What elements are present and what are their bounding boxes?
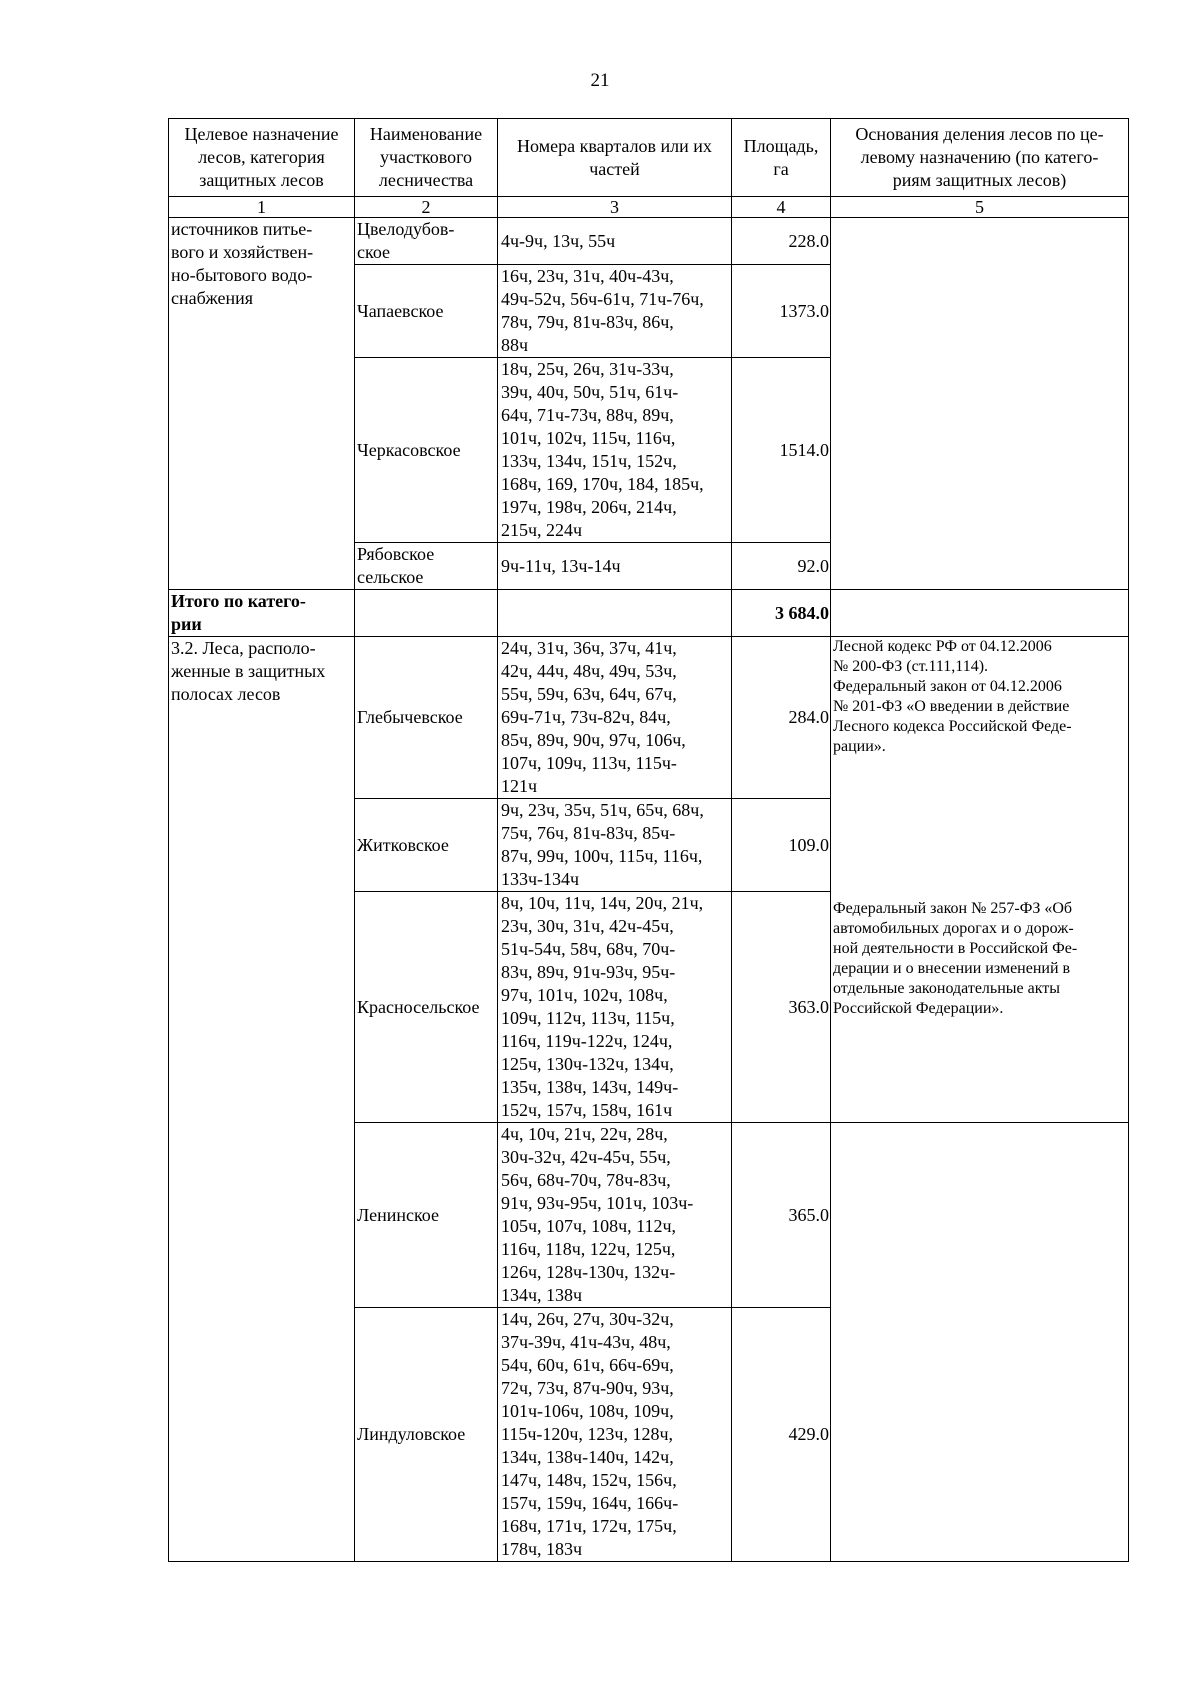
area-cell: 429.0 bbox=[732, 1308, 831, 1562]
total-label: Итого по катего- рии bbox=[169, 590, 355, 637]
header-quarters: Номера кварталов или их частей bbox=[498, 119, 732, 197]
forestry-cell: Линдуловское bbox=[355, 1308, 498, 1562]
quarters-cell: 4ч, 10ч, 21ч, 22ч, 28ч, 30ч-32ч, 42ч-45ч, 55ч, 56ч, 68ч-70ч, 78ч-83ч, 91ч, 93ч-95ч, 101ч, 103ч- 105ч, 107ч, 108ч, 112ч, 116ч, 118ч, 122ч, 125ч, 126ч, 128ч-130ч, 132ч- 134ч, 138ч bbox=[498, 1123, 732, 1308]
header-row bbox=[169, 119, 1129, 197]
area-cell: 365.0 bbox=[732, 1123, 831, 1308]
table-row bbox=[169, 637, 1129, 799]
category-cell: источников питье- вого и хозяйствен- но-бытового водо- снабжения bbox=[169, 218, 355, 590]
total-area: 3 684.0 bbox=[732, 590, 831, 637]
basis-forest-code: Лесной кодекс РФ от 04.12.2006 № 200-ФЗ (ст.111,114). Федеральный закон от 04.12.2006 № 201-ФЗ «О введении в действие Лесного кодекса Российской Феде- рации». bbox=[833, 638, 1072, 755]
forestry-cell: Красносельское bbox=[355, 892, 498, 1123]
quarters-cell: 16ч, 23ч, 31ч, 40ч-43ч, 49ч-52ч, 56ч-61ч, 71ч-76ч, 78ч, 79ч, 81ч-83ч, 86ч, 88ч bbox=[498, 265, 732, 358]
area-cell: 1514.0 bbox=[732, 358, 831, 543]
column-number: 3 bbox=[498, 197, 732, 218]
column-number: 5 bbox=[831, 197, 1129, 218]
forestry-cell: Чапаевское bbox=[355, 265, 498, 358]
column-number: 1 bbox=[169, 197, 355, 218]
page-number: 21 bbox=[590, 70, 610, 91]
empty-cell bbox=[831, 590, 1129, 637]
empty-cell bbox=[498, 590, 732, 637]
column-numbers-row bbox=[169, 197, 1129, 218]
quarters-cell: 18ч, 25ч, 26ч, 31ч-33ч, 39ч, 40ч, 50ч, 51ч, 61ч- 64ч, 71ч-73ч, 88ч, 89ч, 101ч, 102ч, 115ч, 116ч, 133ч, 134ч, 151ч, 152ч, 168ч, 169, 170ч, 184, 185ч, 197ч, 198ч, 206ч, 214ч, 215ч, 224ч bbox=[498, 358, 732, 543]
header-category: Целевое назначение лесов, категория защитных лесов bbox=[169, 119, 355, 197]
forest-purpose-table bbox=[168, 118, 1129, 1562]
category-cell: 3.2. Леса, располо- женные в защитных полосах лесов bbox=[169, 637, 355, 1562]
header-area: Площадь, га bbox=[732, 119, 831, 197]
column-number: 2 bbox=[355, 197, 498, 218]
basis-roads-law: Федеральный закон № 257-ФЗ «Об автомобильных дорогах и о дорож- ной деятельности в Российской Фе- дерации и о внесении изменений в отдельные законодательные акты Российской Федерации». bbox=[833, 900, 1078, 1017]
empty-cell bbox=[355, 590, 498, 637]
area-cell: 109.0 bbox=[732, 799, 831, 892]
column-number: 4 bbox=[732, 197, 831, 218]
quarters-cell: 14ч, 26ч, 27ч, 30ч-32ч, 37ч-39ч, 41ч-43ч, 48ч, 54ч, 60ч, 61ч, 66ч-69ч, 72ч, 73ч, 87ч-90ч, 93ч, 101ч-106ч, 108ч, 109ч, 115ч-120ч, 123ч, 128ч, 134ч, 138ч-140ч, 142ч, 147ч, 148ч, 152ч, 156ч, 157ч, 159ч, 164ч, 166ч- 168ч, 171ч, 172ч, 175ч, 178ч, 183ч bbox=[498, 1308, 732, 1562]
forestry-cell: Черкасовское bbox=[355, 358, 498, 543]
forestry-cell: Цвелодубов- ское bbox=[355, 218, 498, 265]
header-forestry: Наименование участкового лесничества bbox=[355, 119, 498, 197]
quarters-cell: 9ч-11ч, 13ч-14ч bbox=[498, 543, 732, 590]
basis-cell bbox=[831, 637, 1129, 1123]
forestry-cell: Глебычевское bbox=[355, 637, 498, 799]
area-cell: 363.0 bbox=[732, 892, 831, 1123]
total-row bbox=[169, 590, 1129, 637]
forestry-cell: Рябовское сельское bbox=[355, 543, 498, 590]
forestry-cell: Ленинское bbox=[355, 1123, 498, 1308]
header-basis: Основания деления лесов по це- левому назначению (по катего- риям защитных лесов) bbox=[831, 119, 1129, 197]
basis-cell bbox=[831, 1123, 1129, 1562]
basis-spacer bbox=[833, 757, 1126, 899]
basis-cell bbox=[831, 218, 1129, 590]
quarters-cell: 4ч-9ч, 13ч, 55ч bbox=[498, 218, 732, 265]
area-cell: 1373.0 bbox=[732, 265, 831, 358]
quarters-cell: 24ч, 31ч, 36ч, 37ч, 41ч, 42ч, 44ч, 48ч, 49ч, 53ч, 55ч, 59ч, 63ч, 64ч, 67ч, 69ч-71ч, 73ч-82ч, 84ч, 85ч, 89ч, 90ч, 97ч, 106ч, 107ч, 109ч, 113ч, 115ч- 121ч bbox=[498, 637, 732, 799]
forestry-cell: Житковское bbox=[355, 799, 498, 892]
table-row bbox=[169, 218, 1129, 265]
quarters-cell: 9ч, 23ч, 35ч, 51ч, 65ч, 68ч, 75ч, 76ч, 81ч-83ч, 85ч- 87ч, 99ч, 100ч, 115ч, 116ч, 133ч-134ч bbox=[498, 799, 732, 892]
quarters-cell: 8ч, 10ч, 11ч, 14ч, 20ч, 21ч, 23ч, 30ч, 31ч, 42ч-45ч, 51ч-54ч, 58ч, 68ч, 70ч- 83ч, 89ч, 91ч-93ч, 95ч- 97ч, 101ч, 102ч, 108ч, 109ч, 112ч, 113ч, 115ч, 116ч, 119ч-122ч, 124ч, 125ч, 130ч-132ч, 134ч, 135ч, 138ч, 143ч, 149ч- 152ч, 157ч, 158ч, 161ч bbox=[498, 892, 732, 1123]
area-cell: 92.0 bbox=[732, 543, 831, 590]
area-cell: 284.0 bbox=[732, 637, 831, 799]
area-cell: 228.0 bbox=[732, 218, 831, 265]
